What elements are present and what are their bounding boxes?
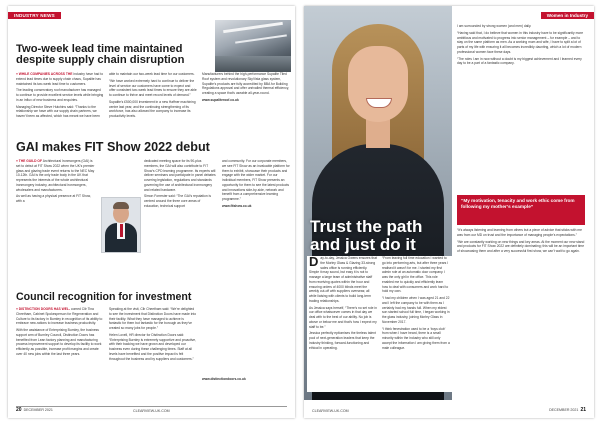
paragraph: Supalite’s £500,000 investment in a new Haffner machining centre last year, and the continuing strengthening of its workforce, has also allowed the company to increase its productivity levels.: [109, 99, 196, 119]
page-folio: DECEMBER 2021 21: [549, 407, 586, 413]
paragraph: I am surrounded by strong women (and men) daily.: [457, 24, 532, 28]
feature-title: Trust the path and just do it: [310, 217, 423, 254]
paragraph: “I think fenestration used to be a ‘boys club’ from when I have heard, there is a small minority within the industry who still only accept the information I am giving them from a male colleague.: [382, 326, 450, 350]
article-url[interactable]: www.supaliteroof.co.uk: [202, 97, 239, 102]
site-url: CLEARVIEW-UK.COM: [312, 409, 349, 413]
feature-body: [457, 228, 587, 393]
article-body: [16, 307, 291, 397]
factory-photo: [215, 20, 291, 72]
article-url[interactable]: www.distinctiondoors.co.uk: [202, 377, 246, 381]
article-headline: Council recognition for investment: [16, 291, 192, 303]
feature-body: [457, 24, 587, 194]
article-body: [16, 72, 291, 134]
left-page: [8, 6, 295, 418]
section-tab: INDUSTRY NEWS: [8, 12, 61, 19]
paragraph: “It’s always listening and learning from others but a piece of advice that sticks with me was from our MD on trust and the importance of managing people’s expectations.”: [457, 228, 582, 237]
paragraph: “I had my children when I was aged 21 and 22 and I left the company to be with them as I certainly had my hands full. When my eldest son started school full time, I began working in the glass industry, joining Morley Glass in November 2017.: [382, 296, 450, 324]
site-url: CLEARVIEW-UK.COM: [133, 409, 170, 413]
paragraph: As well as having a physical presence at FIT Show, with a: [16, 194, 91, 204]
article-headline: Two-week lead time maintained despite supply chain disruption: [16, 43, 185, 67]
paragraph: Manufacturers behind the high-performance Supalite Tiled Roof system and revolutionary SkyVista glass system, Supalite’s products are fully accredited by BBA for Building Regulations approval and offer unrivalled thermal efficiency, creating a space that’s useable all-year-round.: [202, 72, 290, 96]
paragraph: Day-to-day, Jessica Owens ensures that the Morley Glass & Glazing 33-strong sales office is running efficiently. Simple it may sound, but easy it is not to manage a large team of administrative staff from receiving quotes within the hour and ensuring orders of 4000 blinds meet the weekly cut-off with suppliers overseas; all while liaising with clients to build long-term trading relationships.: [309, 254, 377, 303]
paragraph: » THE GUILD OF Architectural Ironmongers (GAI) is set to debut at FIT Show 2022 when the UK’s premier glass and glazing trade event returns to the NEC May 10-12th. GAI is the only trade body in the UK that represents the interests of the whole architectural ironmongery industry, architectural ironmongers, wholesalers and manufacturers.: [16, 159, 95, 192]
paragraph: “Having said that, I do believe that women in this industry have to be significantly more ambitious and motivated to progress into senior management – for example – and to stay on the same platform as men. As a working mum and wife, I have to split a lot of parts of my life with ensuring it all becomes incredibly daunting, which a lot of modern professional women face these days.: [457, 30, 584, 54]
paragraph: Managing Director Steve Hutchins said: “Thanks to the relationship we have with our supply chain partners, we haven’t been as affected, which has meant we have been: [16, 104, 100, 119]
portrait-photo: [101, 197, 141, 253]
paragraph: “We have worked extremely hard to continue to deliver the level of service our customers have come to expect and offer consistent two-week lead times to ensure they are able to continue to thrive and meet record levels of demand.”: [109, 78, 197, 98]
paragraph: The leading conservatory roof manufacturer has managed to continue to provide excellent service levels while bringing in an influx of new business and enquiries.: [16, 88, 104, 102]
paragraph: Jessica perfectly epitomises the tireless talent pool of next-generation leaders that keep the industry thinking, forward-functioning and ethical in operating.: [309, 331, 376, 350]
paragraph: and community. For our corporate members, we see FIT Show as an invaluable platform for them to exhibit, showcase their products and engage with the wider market. For our individual members, FIT Show presents an opportunity for them to see the latest products and innovations side-by-side, network and benefit from a comprehensive learning programme.”: [222, 159, 290, 202]
article-url[interactable]: www.fitshow.co.uk: [222, 203, 252, 208]
article-body: [16, 159, 291, 284]
paragraph: dedicated meeting space for its 90-plus members, the GAI will also contribute to FIT Show’s CPD learning programme. Its experts will deliver seminars and participate in panel debates covering legislation, regulations and standards governing the use of architectural ironmongery and related hardware.: [144, 159, 216, 192]
feature-body: [307, 256, 453, 392]
paragraph: With the assistance of Enterprising Burnley, the business support arm of Burnley Council, Distinction Doors has benefited from Lean factory planning and manufacturing process improvement support to develop its facility to work efficiently as possible, increase profit margins and create over 40 new jobs within the last three years.: [16, 328, 102, 356]
paragraph: » WHILE COMPANIES ACROSS THE industry have had to extend lead times due to supply chain chaos, Supalite has maintained its two-week lead time to customers.: [16, 72, 104, 86]
page-folio: 20 DECEMBER 2021: [16, 407, 53, 413]
paragraph: As Jessica says herself, “There’s no set role in our office whatsoever comes in that day we deal with to the best of our ability. No job is above or below me and that’s how I expect my staff to be.”: [309, 305, 377, 329]
paragraph: Simon Forrester said: “The GAI’s reputation is centred around the three core areas of education, technical support: [144, 194, 212, 208]
paragraph: “We are constantly working on new things and key areas. At the moment our new stand and products for FIT Show 2022 are definitely dominating; this will be an important time of showcasing them and after a very successful first show, we can’t wait to go again.: [457, 239, 585, 254]
article-headline: GAI makes FIT Show 2022 debut: [16, 140, 210, 154]
paragraph: “From leaving full time education I wanted to go into performing arts, but after three years I realised it wasn’t for me. I started my first admin role at an automatic door company. I was the only girl in the office. This role enabled me to quickly and efficiently learn how to deal with consumers and work hard to hold my own.: [382, 256, 449, 294]
paragraph: » DISTINCTION DOORS HAS WEL- comed Cllr Tina Cheetham, Cabinet Spokesperson for Regeneration and Culture to its factory in Burnley in recognition of its ability to embrace new-rations to increase business productivity.: [16, 307, 103, 326]
section-tab: Women in Industry: [541, 12, 594, 19]
paragraph: Helen Lovell, HR director for Distinction Doors said: “Enterprising Burnley is extremely supportive and proactive, with their backing we have grown and developed our business even during these challenging times. Staff at all levels have benefited and the positive impact is felt throughout the business and by suppliers and customers.”: [109, 332, 197, 361]
paragraph: “The roles I am in now without a doubt is my biggest achievement and I learned every day to be a part of a fantastic company.: [457, 56, 582, 66]
paragraph: able to maintain our two-week lead time for our customers.: [109, 72, 195, 76]
paragraph: Speaking at the visit, Cllr Cheetham said: “We’re delighted to see the investment that Distinction Doors have made into their facility. What they have managed to achieve is fantastic for them but fantastic for the borough as they’ve created so many jobs for people.”: [109, 307, 197, 331]
footer-divider: [16, 406, 287, 407]
pull-quote: “My motivation, tenacity and work ethic come from following my mother’s example”: [457, 195, 585, 225]
